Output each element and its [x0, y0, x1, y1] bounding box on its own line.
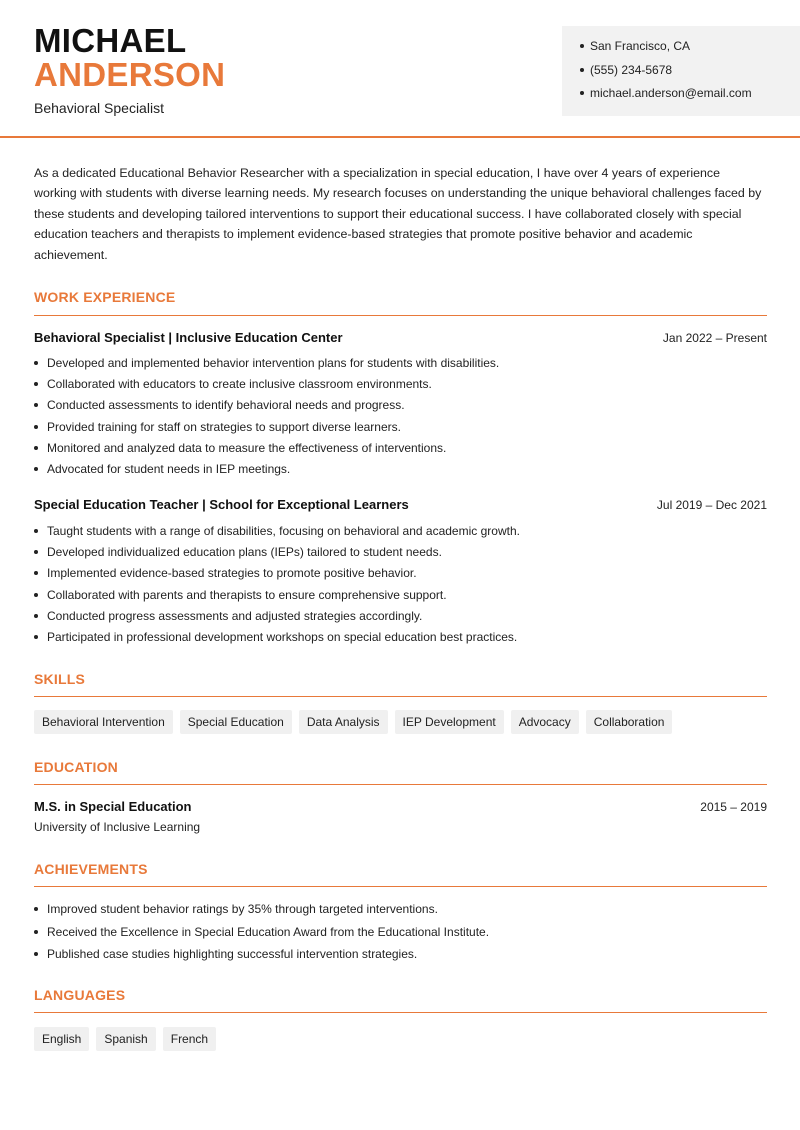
list-item	[34, 901, 767, 924]
section-divider	[34, 696, 767, 697]
list-item-text: Collaborated with educators to create inclusive classroom environments.	[47, 377, 432, 392]
bullet-icon	[34, 907, 38, 911]
list-item-text: Provided training for staff on strategies to support diverse learners.	[47, 419, 401, 434]
language-tag: French	[163, 1027, 216, 1051]
job-header	[34, 330, 767, 345]
job-header	[34, 497, 767, 512]
bullet-icon	[580, 68, 584, 72]
contact-box	[562, 26, 800, 116]
contact-location	[580, 38, 800, 62]
skill-tag: IEP Development	[395, 710, 504, 734]
section-divider	[34, 315, 767, 316]
list-item	[34, 587, 767, 608]
bullet-icon	[34, 425, 38, 429]
job-bullets	[34, 523, 767, 650]
bullet-icon	[34, 382, 38, 386]
job-role: Special Education Teacher | School for Exceptional Learners	[34, 497, 409, 512]
list-item-text: Implemented evidence-based strategies to promote positive behavior.	[47, 566, 417, 581]
summary-paragraph: As a dedicated Educational Behavior Researcher with a specialization in special education, I have over 4 years of experience working with students with diverse learning needs. My research focuses on understanding the unique behavioral challenges faced by these students and developing tailored interventions to support their educational success. I have collaborated closely with special education teachers and therapists to implement evidence-based strategies that promote positive behavior and academic achievement.	[34, 166, 762, 262]
bullet-icon	[34, 635, 38, 639]
section-divider	[34, 1012, 767, 1013]
bullet-icon	[580, 91, 584, 95]
bullet-icon	[34, 550, 38, 554]
bullet-icon	[34, 446, 38, 450]
job-dates: Jul 2019 – Dec 2021	[656, 498, 767, 512]
skill-tag: Special Education	[180, 710, 292, 734]
language-tag: Spanish	[96, 1027, 155, 1051]
section-title-achievements: ACHIEVEMENTS	[34, 861, 148, 877]
section-title-skills: SKILLS	[34, 671, 85, 687]
list-item	[34, 376, 767, 397]
language-tags	[34, 1027, 216, 1051]
list-item	[34, 461, 767, 482]
school-name: University of Inclusive Learning	[34, 820, 201, 834]
list-item-text: Published case studies highlighting successful intervention strategies.	[47, 947, 418, 962]
list-item-text: Received the Excellence in Special Education Award from the Educational Institute.	[47, 924, 490, 939]
education-header	[34, 799, 767, 814]
bullet-icon	[34, 529, 38, 533]
resume-header	[0, 0, 800, 138]
list-item	[34, 565, 767, 586]
list-item-text: Conducted progress assessments and adjusted strategies accordingly.	[47, 608, 423, 623]
list-item	[34, 397, 767, 418]
list-item-text: Taught students with a range of disabilities, focusing on behavioral and academic growth.	[47, 524, 520, 538]
list-item-text: Participated in professional development workshops on special education best practices.	[47, 629, 518, 644]
list-item	[34, 440, 767, 461]
list-item	[34, 544, 767, 565]
contact-email-text: michael.anderson@email.com	[590, 86, 752, 100]
list-item-text: Developed individualized education plans (IEPs) tailored to student needs.	[47, 545, 442, 560]
section-title-education: EDUCATION	[34, 759, 118, 775]
first-name: MICHAEL	[34, 22, 187, 59]
list-item	[34, 523, 767, 544]
education-dates: 2015 – 2019	[700, 800, 767, 814]
bullet-icon	[34, 467, 38, 471]
bullet-icon	[580, 44, 584, 48]
list-item	[34, 355, 767, 376]
bullet-icon	[34, 930, 38, 934]
section-title-work: WORK EXPERIENCE	[34, 289, 176, 305]
skill-tag: Behavioral Intervention	[34, 710, 173, 734]
language-tag: English	[34, 1027, 89, 1051]
skill-tag: Collaboration	[586, 710, 673, 734]
list-item	[34, 946, 767, 969]
job-dates: Jan 2022 – Present	[662, 331, 767, 345]
contact-phone-text: (555) 234-5678	[590, 62, 673, 77]
list-item	[34, 419, 767, 440]
bullet-icon	[34, 614, 38, 618]
job-title: Behavioral Specialist	[34, 100, 164, 116]
section-divider	[34, 886, 767, 887]
list-item-text: Improved student behavior ratings by 35% through targeted interventions.	[47, 902, 438, 916]
list-item	[34, 629, 767, 650]
bullet-icon	[34, 952, 38, 956]
achievement-bullets	[34, 901, 767, 969]
list-item-text: Advocated for student needs in IEP meetings.	[47, 461, 291, 476]
contact-email	[580, 85, 800, 109]
list-item	[34, 924, 767, 947]
job-bullets	[34, 355, 767, 482]
skill-tag: Advocacy	[511, 710, 579, 734]
bullet-icon	[34, 403, 38, 407]
job-role: Behavioral Specialist | Inclusive Education Center	[34, 330, 343, 345]
list-item-text: Conducted assessments to identify behavioral needs and progress.	[47, 398, 405, 413]
list-item	[34, 608, 767, 629]
list-item-text: Collaborated with parents and therapists to ensure comprehensive support.	[47, 587, 447, 602]
last-name: ANDERSON	[34, 56, 226, 93]
section-divider	[34, 784, 767, 785]
skills-tags	[34, 710, 672, 734]
contact-location-text: San Francisco, CA	[590, 39, 691, 53]
degree: M.S. in Special Education	[34, 799, 192, 814]
skill-tag: Data Analysis	[299, 710, 388, 734]
bullet-icon	[34, 593, 38, 597]
list-item-text: Monitored and analyzed data to measure the effectiveness of interventions.	[47, 440, 447, 455]
list-item-text: Developed and implemented behavior intervention plans for students with disabilities.	[47, 356, 500, 370]
bullet-icon	[34, 361, 38, 365]
section-title-languages: LANGUAGES	[34, 987, 126, 1003]
contact-phone	[580, 62, 800, 86]
bullet-icon	[34, 571, 38, 575]
